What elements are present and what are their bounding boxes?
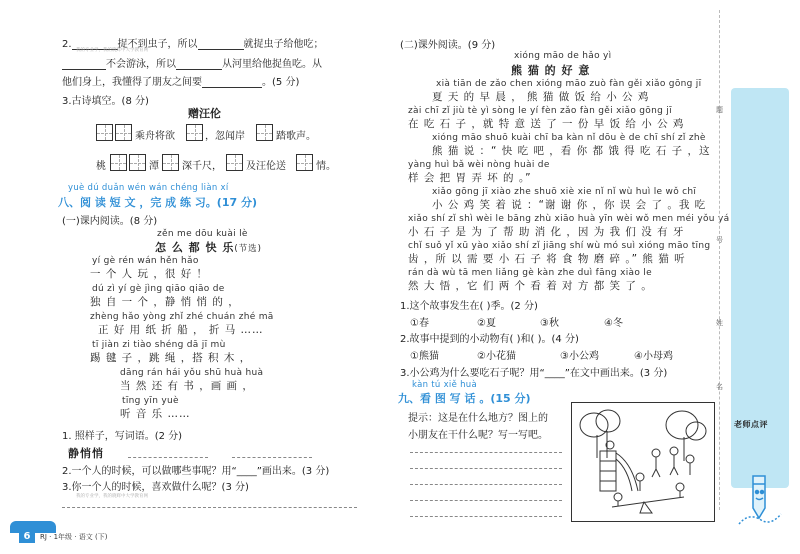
poem-box[interactable] (256, 124, 273, 141)
poem2-title-pinyin: zěn me dōu kuài lè (157, 229, 248, 239)
playground-illustration (572, 403, 714, 521)
rq2-opt-a[interactable]: ①熊猫 (410, 351, 439, 362)
poem-box[interactable] (96, 124, 113, 141)
rq1-opt-c[interactable]: ③秋 (540, 318, 559, 329)
margin-mark: 号 (716, 236, 723, 244)
text-line: 熊 猫 说 ：“ 快 吃 吧 ，看 你 都 饿 得 吃 石 子 ，这 (432, 145, 711, 157)
text-line: 样 会 把 胃 弄 坏 的 。” (408, 172, 532, 184)
poem-text: 及汪伦送 (246, 161, 286, 172)
pencil-mascot-icon (735, 470, 785, 526)
text-line: 当 然 还 有 书 ，画 画 ， (120, 380, 254, 392)
story-title: 熊 猫 的 好 意 (511, 64, 591, 77)
poem-text: 踏歌声。 (276, 131, 316, 142)
qa-q1: 1. 照样子，写词语。(2 分) (62, 431, 183, 442)
q3-label: 3.古诗填空。(8 分) (62, 96, 149, 107)
writing-line[interactable] (410, 468, 562, 469)
teacher-comment-label: 老师点评 (734, 420, 768, 429)
poem-text: 深千尺， (182, 161, 222, 172)
answer-blank[interactable] (176, 69, 222, 70)
section9-pinyin: kàn tú xiě huà (412, 380, 477, 390)
pinyin-line: yàng huì bǎ wèi nòng huài de (408, 160, 550, 170)
pinyin-line: xiǎo gōng jī xiào zhe shuō xiè xie nǐ nǐ wù huì le wǒ chī (432, 187, 697, 197)
poem-box[interactable] (115, 124, 132, 141)
pinyin-line: zài chī zǐ jiù tè yì sòng le yí fèn zǎo fàn gěi xiǎo gōng jī (408, 106, 672, 116)
writing-line[interactable] (410, 500, 562, 501)
text-line: 一 个 人 玩 ，很 好 ！ (90, 268, 209, 280)
qa-q2: 2.一个人的时候，可以做哪些事呢？用“____”画出来。(3 分) (62, 466, 330, 477)
answer-blank[interactable] (198, 49, 244, 50)
writing-line[interactable] (410, 484, 562, 485)
pinyin-line: xióng māo shuō kuài chī ba kàn nǐ dōu è de chī shí zǐ zhè (432, 133, 706, 143)
q2-line1: 2. 捉不到虫子，所以 就捉虫子给他吃； (62, 39, 324, 50)
text-line: 小 公 鸡 笑 着 说 ：“谢 谢 你 ，你 误 会 了 。我 吃 (432, 199, 707, 211)
pinyin-line: zhèng hǎo yòng zhǐ zhé chuán zhé mā (90, 312, 274, 322)
answer-blank[interactable] (202, 87, 262, 88)
binding-line (719, 10, 720, 510)
poem-text: 情。 (316, 161, 336, 172)
answer-line[interactable] (62, 507, 357, 508)
pinyin-line: dú zì yí gè jìng qiāo qiāo de (92, 284, 225, 294)
text-line: 踢 毽 子 ，跳 绳 ，搭 积 木 ， (90, 352, 252, 364)
poem-text: 乘舟将欲 (135, 131, 175, 142)
rq1-opt-d[interactable]: ④冬 (604, 318, 623, 329)
text-line: 齿 ，所 以 需 要 小 石 子 将 食 物 磨 碎 。” 熊 猫 听 (408, 253, 686, 265)
playground-picture (571, 402, 715, 522)
part2-label: (二)课外阅读。(9 分) (400, 40, 496, 51)
text-line: 然 大 悟 ，它 们 两 个 看 着 对 方 都 笑 了 。 (408, 280, 653, 292)
text-line: 独 自 一 个 ，静 悄 悄 的 ， (90, 296, 240, 308)
q2-line3: 他们身上，我懂得了朋友之间要 。(5 分) (62, 77, 300, 88)
rq2: 2.故事中提到的小动物有( )和( )。(4 分) (400, 334, 579, 345)
poem-text: 桃 (96, 161, 106, 172)
text-line: 小 石 子 是 为 了 帮 助 消 化 ，因 为 我 们 没 有 牙 (408, 226, 685, 238)
page-number: 6 (19, 530, 35, 543)
q2-line2: 不会游泳，所以 从河里给他捉鱼吃。从 (62, 55, 322, 70)
rq2-opt-d[interactable]: ④小母鸡 (634, 351, 673, 362)
margin-mark: 题 (716, 106, 723, 114)
rq2-opt-c[interactable]: ③小公鸡 (560, 351, 599, 362)
poem-text: 潭 (149, 161, 159, 172)
text-line: 听 音 乐 …… (120, 408, 191, 420)
example-word: 静悄悄 (68, 447, 104, 460)
pinyin-line: yí gè rén wán hěn hǎo (92, 256, 199, 266)
section8-pinyin: yuè dú duǎn wén wán chéng liàn xí (68, 183, 229, 193)
writing-line[interactable] (410, 452, 562, 453)
prompt-line1: 提示：这是在什么地方？图上的 (408, 413, 548, 424)
pinyin-line: chǐ suǒ yǐ xū yào xiǎo shí zǐ jiāng shí wù mó suì xióng māo tīng (408, 241, 711, 251)
writing-line[interactable] (410, 516, 562, 517)
answer-line[interactable] (232, 457, 312, 458)
story-title-pinyin: xióng māo de hǎo yì (514, 51, 612, 61)
poem-box[interactable] (186, 124, 203, 141)
rq2-opt-b[interactable]: ②小花猫 (477, 351, 516, 362)
rq1-opt-b[interactable]: ②夏 (477, 318, 496, 329)
section9-title: 九、看 图 写 话 。(15 分) (398, 392, 531, 405)
pinyin-line: tī jiàn zi tiào shéng dā jī mù (92, 340, 226, 350)
poem2-title: 怎 么 都 快 乐(节选) (155, 241, 262, 254)
prompt-line2: 小朋友在干什么呢？写一写吧。 (408, 430, 548, 441)
poem-box[interactable] (110, 154, 127, 171)
pinyin-line: xià tiān de zǎo chen xióng māo zuò fàn gěi xiǎo gōng jī (436, 79, 702, 89)
watermark-text: 我的专业学，我的晓辉中大学教育网 (76, 48, 148, 53)
poem-box[interactable] (226, 154, 243, 171)
rq1: 1.这个故事发生在( )季。(2 分) (400, 301, 538, 312)
qa-q3: 3.你一个人的时候，喜欢做什么呢？(3 分) (62, 482, 249, 493)
pinyin-line: rán dà wù tā men liǎng gè kàn zhe duì fāng xiào le (408, 268, 652, 278)
text-line: 在 吃 石 子 ，就 特 意 送 了 一 份 早 饭 给 小 公 鸡 (408, 118, 685, 130)
text-line: 夏 天 的 早 晨 ， 熊 猫 做 饭 给 小 公 鸡 (432, 91, 650, 103)
rq1-opt-a[interactable]: ①春 (410, 318, 429, 329)
poem-text: ，忽闻岸 (205, 131, 245, 142)
section8-title: 八、阅 读 短 文 ，完 成 练 习。(17 分) (58, 196, 257, 209)
text-line: 正 好 用 纸 折 船 ， 折 马 …… (98, 324, 264, 336)
pinyin-line: dāng rán hái yǒu shū huà huà (120, 368, 264, 378)
answer-blank[interactable] (62, 69, 106, 70)
poem-title: 赠汪伦 (188, 107, 221, 120)
margin-mark: 名 (716, 383, 723, 391)
rq3: 3.小公鸡为什么要吃石子呢？用“____”在文中画出来。(3 分) (400, 368, 668, 379)
margin-mark: 姓 (716, 319, 723, 327)
watermark-text: 我的专业学，我的晓辉中大学教育网 (76, 494, 148, 499)
poem-box[interactable] (296, 154, 313, 171)
pinyin-line: tīng yīn yuè (122, 396, 179, 406)
part1-label: (一)课内阅读。(8 分) (62, 216, 158, 227)
poem-box[interactable] (162, 154, 179, 171)
pinyin-line: xiǎo shí zǐ shì wèi le bāng zhù xiāo huà yīn wèi wǒ men méi yǒu yá (408, 214, 730, 224)
poem-box[interactable] (129, 154, 146, 171)
answer-line[interactable] (128, 457, 208, 458)
book-label: RJ · 1年级 · 语文 (下) (40, 533, 108, 541)
